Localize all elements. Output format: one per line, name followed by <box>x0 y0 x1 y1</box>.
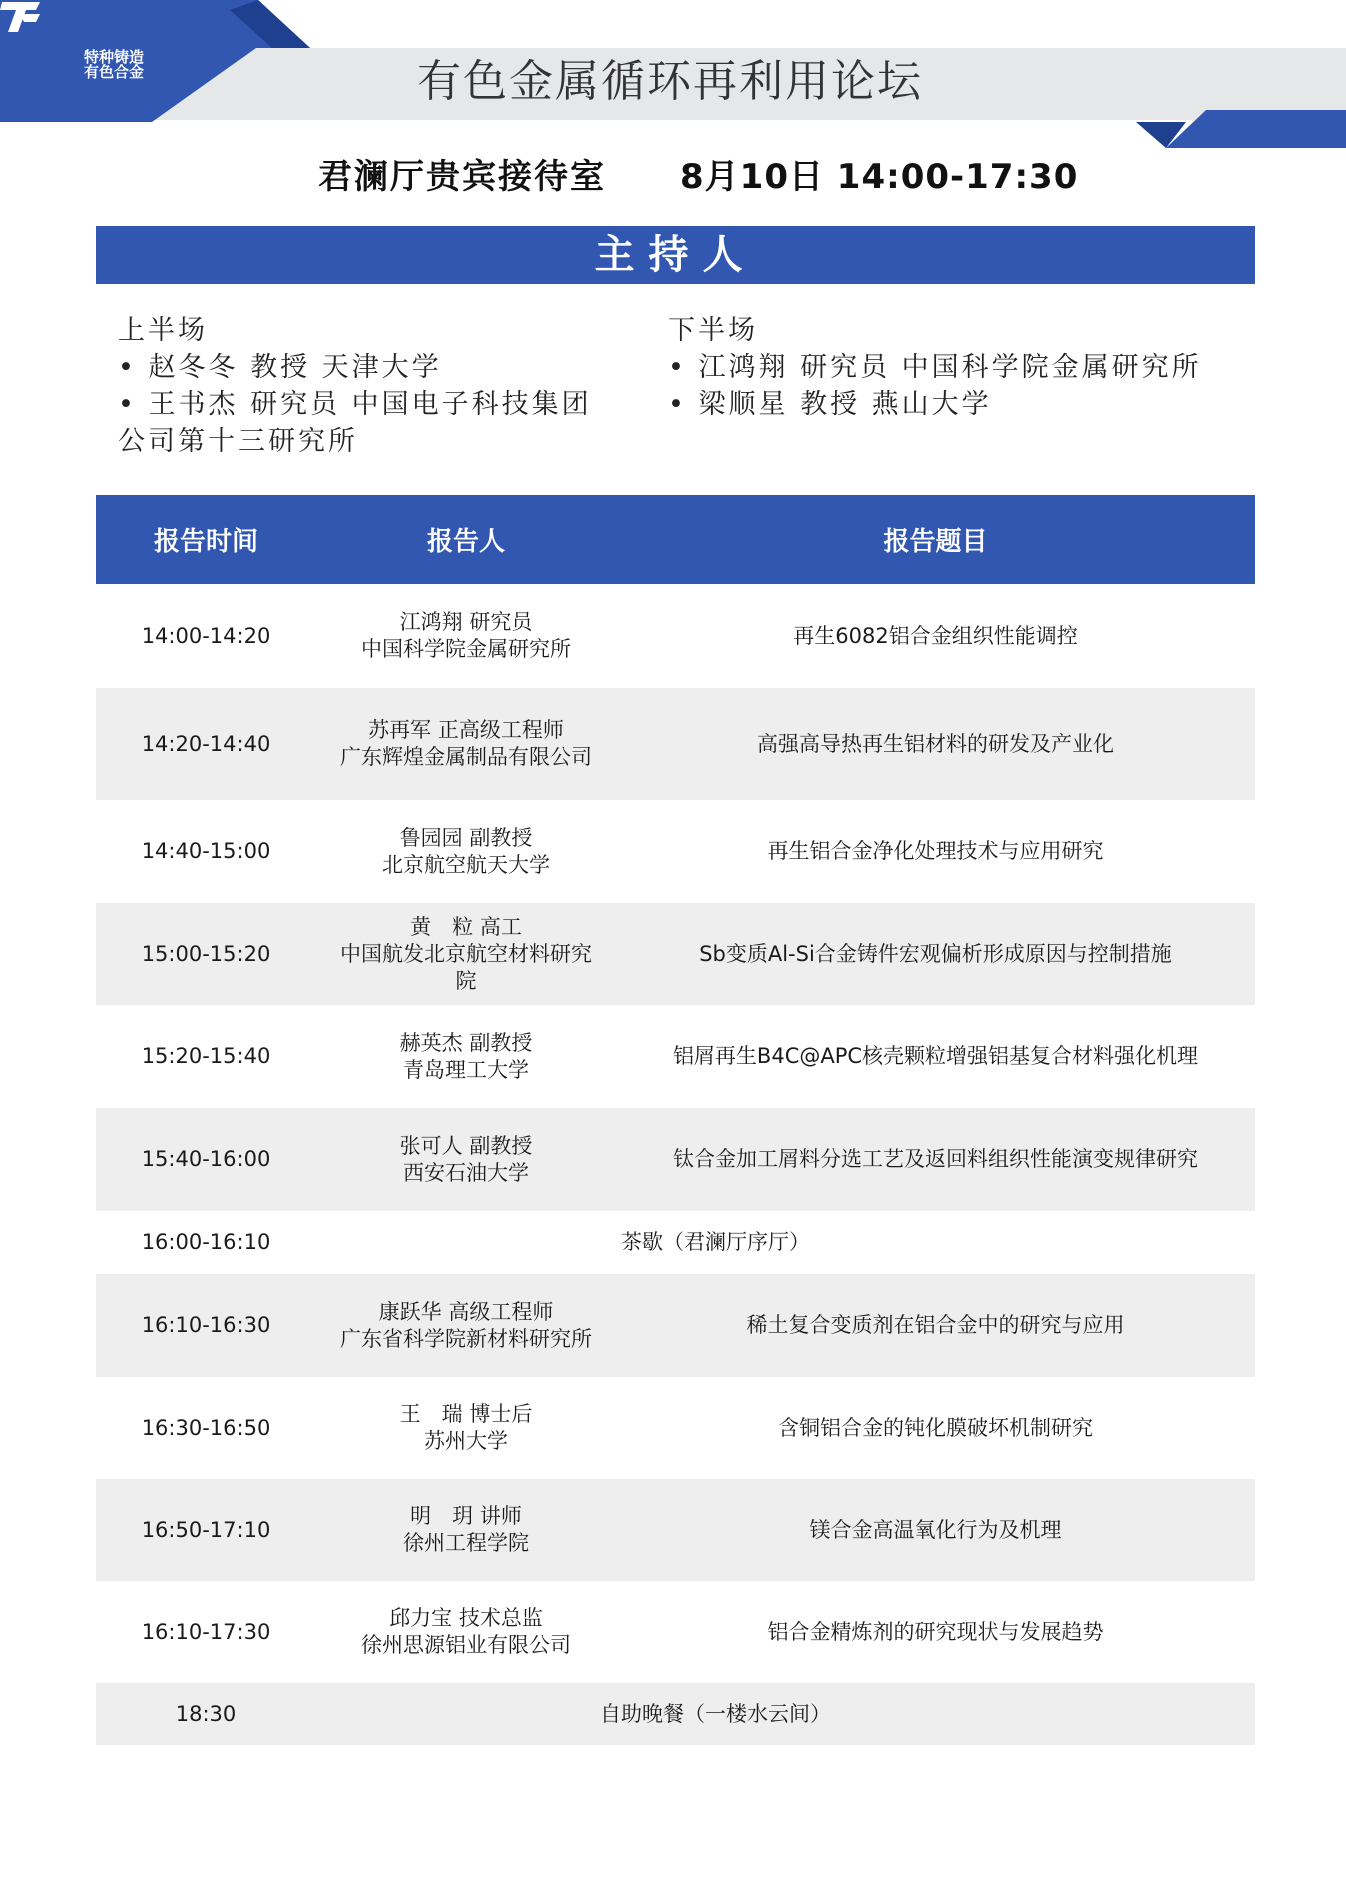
venue-room: 君澜厅贵宾接待室 <box>318 157 606 197</box>
table-row <box>96 1377 1255 1479</box>
header-time: 报告时间 <box>153 527 258 557</box>
row-time: 14:40-15:00 <box>141 839 271 863</box>
row-topic: 镁合金高温氧化行为及机理 <box>809 1517 1062 1542</box>
row-topic: 再生铝合金净化处理技术与应用研究 <box>767 839 1104 863</box>
venue-datetime: 8月10日 14:00-17:30 <box>680 157 1079 197</box>
logo <box>0 0 310 125</box>
table-row-break <box>96 1683 1255 1745</box>
row-speaker <box>316 1030 616 1084</box>
row-speaker <box>316 1299 616 1353</box>
table-header <box>96 495 1255 584</box>
speaker-affiliation: 广东辉煌金属制品有限公司 <box>340 745 592 769</box>
row-speaker <box>316 1503 616 1557</box>
speaker-name: 黄 粒 高工 <box>410 914 522 939</box>
header-speaker: 报告人 <box>426 527 505 557</box>
speaker-name: 鲁园园 副教授 <box>399 825 533 850</box>
speaker-affiliation: 徐州工程学院 <box>403 1531 529 1555</box>
host-item: • 王书杰 研究员 中国电子科技集团 <box>118 389 592 420</box>
speaker-name: 苏再军 正高级工程师 <box>368 718 564 742</box>
row-speaker <box>316 1133 616 1187</box>
row-time: 15:00-15:20 <box>141 941 271 966</box>
speaker-name: 康跃华 高级工程师 <box>378 1299 554 1324</box>
host-item-continuation: 公司第十三研究所 <box>118 426 358 457</box>
row-topic: Sb变质Al-Si合金铸件宏观偏析形成原因与控制措施 <box>699 941 1172 966</box>
break-label: 茶歇（君澜厅序厅） <box>621 1230 810 1254</box>
speaker-name: 张可人 副教授 <box>399 1133 533 1158</box>
row-speaker <box>316 1401 616 1455</box>
row-speaker <box>316 609 616 663</box>
row-topic: 铝合金精炼剂的研究现状与发展趋势 <box>767 1619 1104 1644</box>
host-item: • 梁顺星 教授 燕山大学 <box>668 389 992 420</box>
row-time: 15:20-15:40 <box>141 1044 271 1068</box>
speaker-affiliation: 苏州大学 <box>424 1429 508 1453</box>
host-item: • 江鸿翔 研究员 中国科学院金属研究所 <box>668 352 1202 383</box>
row-topic: 再生6082铝合金组织性能调控 <box>793 623 1078 648</box>
speaker-name: 江鸿翔 研究员 <box>399 610 533 634</box>
speaker-affiliation: 青岛理工大学 <box>403 1057 529 1082</box>
speaker-name: 王 瑞 博士后 <box>399 1402 533 1426</box>
logo-line-2: 有色合金 <box>84 63 145 81</box>
host-second-half <box>668 312 1248 423</box>
corner-decoration <box>1136 108 1346 150</box>
row-topic: 高强高导热再生铝材料的研发及产业化 <box>757 731 1114 756</box>
row-time: 16:00-16:10 <box>141 1230 271 1254</box>
speaker-affiliation-continued: 院 <box>455 968 477 993</box>
table-row <box>96 1479 1255 1581</box>
row-time: 18:30 <box>175 1701 237 1726</box>
row-speaker <box>316 1605 616 1659</box>
row-speaker <box>316 717 616 771</box>
schedule-table <box>96 495 1255 1745</box>
speaker-affiliation: 广东省科学院新材料研究所 <box>340 1326 592 1351</box>
speaker-name: 明 玥 讲师 <box>410 1504 522 1528</box>
logo-text <box>84 50 144 80</box>
second-half-label: 下半场 <box>668 315 758 346</box>
row-time: 16:10-16:30 <box>141 1313 271 1337</box>
tz-logo-mark-icon <box>0 0 42 34</box>
row-time: 15:40-16:00 <box>141 1147 271 1171</box>
row-topic: 铝屑再生B4C@APC核壳颗粒增强铝基复合材料强化机理 <box>672 1044 1199 1068</box>
row-time: 14:20-14:40 <box>141 731 271 756</box>
header-topic: 报告题目 <box>883 527 988 557</box>
table-row-break <box>96 1211 1255 1274</box>
first-half-label: 上半场 <box>118 315 208 346</box>
table-row <box>96 688 1255 800</box>
speaker-affiliation: 北京航空航天大学 <box>382 852 550 877</box>
row-time: 16:10-17:30 <box>141 1619 271 1644</box>
host-first-half <box>118 312 638 460</box>
speaker-affiliation: 徐州思源铝业有限公司 <box>361 1633 571 1657</box>
speaker-affiliation: 西安石油大学 <box>403 1160 529 1185</box>
table-row <box>96 584 1255 688</box>
row-time: 16:30-16:50 <box>141 1415 271 1440</box>
row-topic: 含铜铝合金的钝化膜破坏机制研究 <box>778 1415 1093 1440</box>
table-row <box>96 1274 1255 1377</box>
speaker-affiliation: 中国航发北京航空材料研究 <box>340 941 592 966</box>
logo-line-1: 特种铸造 <box>84 48 145 66</box>
row-time: 14:00-14:20 <box>141 623 271 648</box>
row-topic: 钛合金加工屑料分选工艺及返回料组织性能演变规律研究 <box>673 1147 1198 1171</box>
speaker-name: 邱力宝 技术总监 <box>389 1606 543 1630</box>
speaker-name: 赫英杰 副教授 <box>399 1030 533 1055</box>
table-row <box>96 903 1255 1005</box>
break-label: 自助晚餐（一楼水云间） <box>600 1701 831 1726</box>
logo-background <box>0 0 310 125</box>
row-time: 16:50-17:10 <box>141 1517 271 1542</box>
table-row <box>96 1581 1255 1683</box>
row-speaker <box>316 914 616 995</box>
page-title: 有色金属循环再利用论坛 <box>417 56 923 107</box>
table-row <box>96 800 1255 903</box>
row-speaker <box>316 825 616 879</box>
table-row <box>96 1108 1255 1211</box>
table-row <box>96 1005 1255 1108</box>
host-section-header: 主持人 <box>96 226 1255 284</box>
speaker-affiliation: 中国科学院金属研究所 <box>361 637 571 661</box>
row-topic: 稀土复合变质剂在铝合金中的研究与应用 <box>746 1313 1125 1337</box>
host-item: • 赵冬冬 教授 天津大学 <box>118 352 442 383</box>
